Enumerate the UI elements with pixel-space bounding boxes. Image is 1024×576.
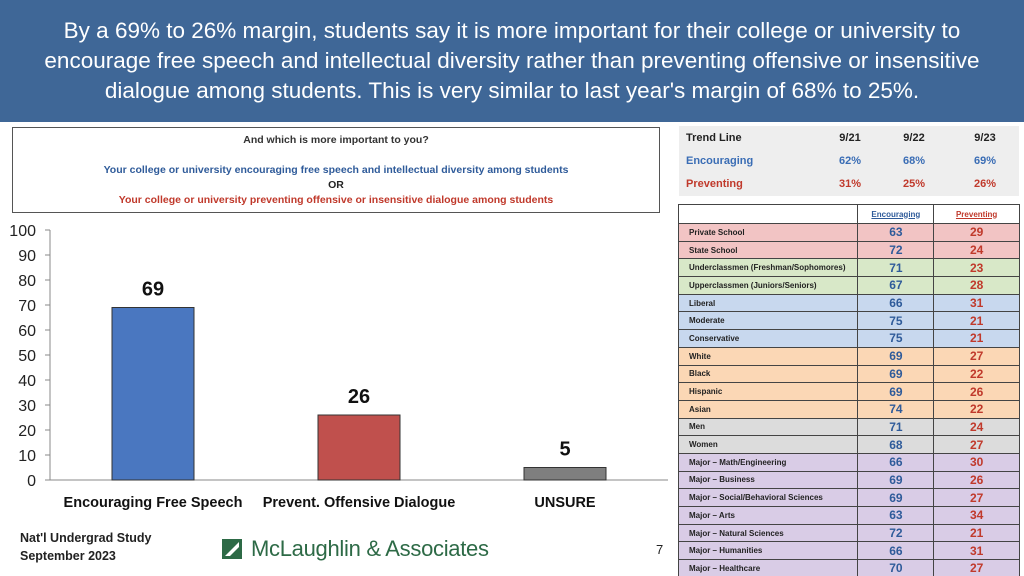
trend-table: [679, 126, 1019, 196]
footer-study-name: Nat'l Undergrad Study: [20, 531, 152, 545]
y-tick-label: 20: [18, 423, 36, 440]
footer-study-date: September 2023: [20, 549, 116, 563]
demographics-row: [679, 453, 1020, 471]
demographics-encouraging-value: 63: [858, 224, 934, 242]
demographics-row-label: White: [679, 347, 858, 365]
question-option-a: Your college or university encouraging free speech and intellectual diversity among students: [103, 164, 569, 176]
demographics-encouraging-value: 68: [858, 436, 934, 454]
demographics-row: [679, 542, 1020, 560]
demographics-row: [679, 294, 1020, 312]
demographics-preventing-value: 27: [934, 347, 1020, 365]
x-category-label: Prevent. Offensive Dialogue: [262, 495, 456, 511]
demographics-row: [679, 436, 1020, 454]
demographics-row-label: Hispanic: [679, 383, 858, 401]
demographics-preventing-value: 27: [934, 560, 1020, 576]
y-tick-label: 30: [18, 398, 36, 415]
demographics-row-label: Women: [679, 436, 858, 454]
demographics-preventing-value: 22: [934, 400, 1020, 418]
demographics-row-label: Major – Math/Engineering: [679, 453, 858, 471]
demographics-row: [679, 489, 1020, 507]
demographics-row-label: Liberal: [679, 294, 858, 312]
demographics-row-label: Men: [679, 418, 858, 436]
trend-value: 68%: [902, 155, 926, 167]
demographics-encouraging-value: 67: [858, 277, 934, 295]
demographics-preventing-value: 34: [934, 507, 1020, 525]
question-option-b: Your college or university preventing offensive or insensitive dialogue among students: [118, 194, 554, 206]
demographics-row-label: Upperclassmen (Juniors/Seniors): [679, 277, 858, 295]
demographics-encouraging-value: 69: [858, 347, 934, 365]
demographics-preventing-value: 26: [934, 471, 1020, 489]
footer-study: [20, 529, 151, 565]
demographics-row-label: Conservative: [679, 330, 858, 348]
demographics-preventing-value: 26: [934, 383, 1020, 401]
x-category-label: Encouraging Free Speech: [63, 495, 243, 511]
demographics-preventing-value: 27: [934, 489, 1020, 507]
trend-value: 26%: [973, 178, 997, 190]
demographics-header-encouraging: Encouraging: [858, 205, 934, 224]
header-banner: [0, 0, 1024, 122]
demographics-header-row: [679, 205, 1020, 224]
demographics-encouraging-value: 74: [858, 400, 934, 418]
demographics-preventing-value: 29: [934, 224, 1020, 242]
demographics-row: [679, 507, 1020, 525]
demographics-encouraging-value: 70: [858, 560, 934, 576]
demographics-row-label: Underclassmen (Freshman/Sophomores): [679, 259, 858, 277]
demographics-row: [679, 400, 1020, 418]
demographics-row-label: Major – Arts: [679, 507, 858, 525]
demographics-row: [679, 347, 1020, 365]
logo-icon: [222, 539, 242, 559]
demographics-preventing-value: 27: [934, 436, 1020, 454]
trend-period: 9/21: [839, 132, 861, 144]
demographics-encouraging-value: 66: [858, 294, 934, 312]
y-tick-label: 90: [18, 248, 36, 265]
demographics-preventing-value: 31: [934, 294, 1020, 312]
demographics-header-preventing: Preventing: [934, 205, 1020, 224]
x-category-label: UNSURE: [534, 495, 596, 511]
demographics-row-label: Major – Humanities: [679, 542, 858, 560]
demographics-encouraging-value: 69: [858, 489, 934, 507]
y-tick-label: 10: [18, 448, 36, 465]
demographics-encouraging-value: 71: [858, 259, 934, 277]
trend-period: 9/23: [974, 132, 996, 144]
bar: [524, 468, 606, 481]
demographics-row-label: Major – Healthcare: [679, 560, 858, 576]
demographics-encouraging-value: 72: [858, 524, 934, 542]
y-tick-label: 40: [18, 373, 36, 390]
question-box: [12, 127, 660, 213]
bar: [112, 308, 194, 481]
demographics-preventing-value: 24: [934, 418, 1020, 436]
demographics-row: [679, 383, 1020, 401]
bar-data-label: 26: [347, 386, 371, 408]
demographics-preventing-value: 21: [934, 330, 1020, 348]
trend-value: 62%: [838, 155, 862, 167]
demographics-row: [679, 365, 1020, 383]
trend-row-preventing: [679, 173, 1019, 196]
demographics-row: [679, 418, 1020, 436]
bar-chart: [0, 215, 672, 515]
demographics-row: [679, 471, 1020, 489]
y-tick-label: 50: [18, 348, 36, 365]
demographics-row-label: Moderate: [679, 312, 858, 330]
trend-period: 9/22: [903, 132, 925, 144]
demographics-preventing-value: 23: [934, 259, 1020, 277]
demographics-preventing-value: 22: [934, 365, 1020, 383]
demographics-row: [679, 560, 1020, 576]
bar-data-label: 5: [559, 438, 571, 461]
logo-text: McLaughlin & Associates: [251, 536, 489, 561]
trend-header-row: [679, 127, 1019, 150]
trend-value: 25%: [902, 178, 926, 190]
demographics-preventing-value: 21: [934, 524, 1020, 542]
logo: [222, 535, 489, 563]
trend-row-label: Encouraging: [686, 155, 754, 167]
demographics-encouraging-value: 75: [858, 312, 934, 330]
demographics-preventing-value: 30: [934, 453, 1020, 471]
y-tick-label: 70: [18, 298, 36, 315]
demographics-encouraging-value: 69: [858, 383, 934, 401]
bar-data-label: 69: [141, 278, 165, 301]
demographics-encouraging-value: 66: [858, 542, 934, 560]
question-prompt: And which is more important to you?: [243, 134, 429, 146]
demographics-preventing-value: 21: [934, 312, 1020, 330]
trend-label: Trend Line: [686, 132, 742, 144]
demographics-row: [679, 312, 1020, 330]
y-tick-label: 0: [27, 473, 36, 490]
demographics-encouraging-value: 63: [858, 507, 934, 525]
demographics-encouraging-value: 75: [858, 330, 934, 348]
demographics-table: [678, 204, 1020, 576]
question-or: OR: [328, 179, 344, 191]
trend-row-encouraging: [679, 150, 1019, 173]
bar: [318, 415, 400, 480]
demographics-row: [679, 224, 1020, 242]
demographics-preventing-value: 28: [934, 277, 1020, 295]
y-tick-label: 80: [18, 273, 36, 290]
demographics-row-label: State School: [679, 241, 858, 259]
demographics-row-label: Black: [679, 365, 858, 383]
demographics-encouraging-value: 72: [858, 241, 934, 259]
demographics-preventing-value: 31: [934, 542, 1020, 560]
page-number: 7: [656, 542, 664, 557]
demographics-row: [679, 241, 1020, 259]
demographics-row: [679, 277, 1020, 295]
demographics-encouraging-value: 66: [858, 453, 934, 471]
demographics-row: [679, 259, 1020, 277]
trend-row-label: Preventing: [686, 178, 743, 190]
demographics-row-label: Major – Social/Behavioral Sciences: [679, 489, 858, 507]
demographics-row-label: Private School: [679, 224, 858, 242]
demographics-encouraging-value: 69: [858, 365, 934, 383]
trend-value: 31%: [838, 178, 862, 190]
demographics-preventing-value: 24: [934, 241, 1020, 259]
demographics-row-label: Asian: [679, 400, 858, 418]
y-tick-label: 100: [9, 223, 36, 240]
demographics-row: [679, 524, 1020, 542]
demographics-encouraging-value: 69: [858, 471, 934, 489]
demographics-row-label: Major – Business: [679, 471, 858, 489]
y-tick-label: 60: [18, 323, 36, 340]
slide-title: By a 69% to 26% margin, students say it is more important for their college or university to encourage free speech and intellectual diversity rather than preventing offensive or insensitive dialogue among students. This is very similar to last year's margin of 68% to 25%.: [44, 18, 980, 103]
demographics-encouraging-value: 71: [858, 418, 934, 436]
demographics-row-label: Major – Natural Sciences: [679, 524, 858, 542]
trend-value: 69%: [973, 155, 997, 167]
demographics-row: [679, 330, 1020, 348]
